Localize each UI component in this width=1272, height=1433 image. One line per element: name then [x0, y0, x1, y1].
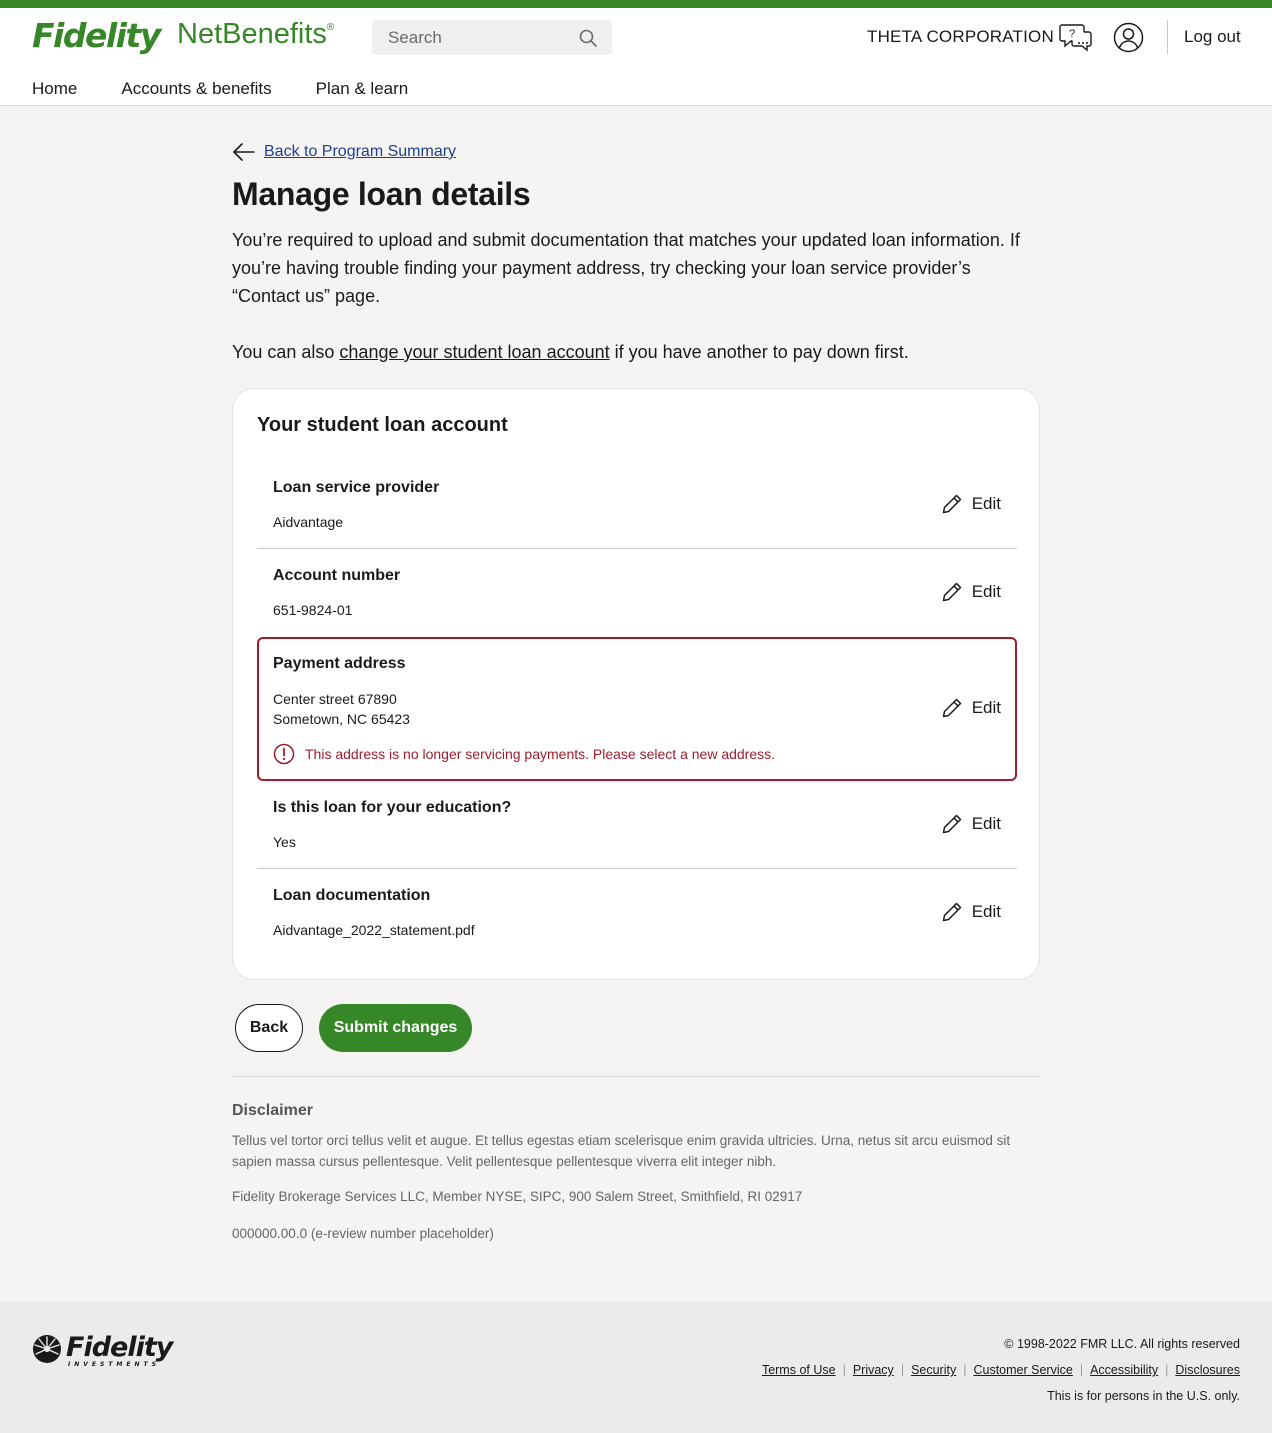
footer-separator: |: [842, 1363, 846, 1377]
row-label: Loan service provider: [273, 479, 440, 496]
search-box: [372, 20, 612, 55]
intro-text: You’re required to upload and submit documentation that matches your updated loan information. If you’re having trouble finding your payment address, try checking your loan service provider’s “Contact us” page.: [232, 230, 1020, 306]
disclaimer-title: Disclaimer: [232, 1102, 313, 1119]
student-loan-account-card: [232, 388, 1040, 980]
main-nav: [32, 79, 452, 99]
row-loan-documentation: [257, 869, 1017, 957]
disclaimer-divider: [232, 1076, 1040, 1077]
company-name: THETA CORPORATION: [867, 27, 1054, 46]
footer-logo-text: Fidelity: [66, 1332, 173, 1363]
footer-link-customer-service[interactable]: Customer Service: [973, 1363, 1073, 1377]
payment-address-error: [273, 743, 775, 765]
pencil-icon: [941, 581, 963, 603]
footer-separator: |: [1079, 1363, 1084, 1377]
starburst-icon: [32, 1334, 62, 1364]
row-account-number: [257, 549, 1017, 637]
brand-topbar: [0, 0, 1272, 8]
brokerage-text: Fidelity Brokerage Services LLC, Member NYSE, SIPC, 900 Salem Street, Smithfield, RI 02917: [232, 1189, 803, 1204]
pencil-icon: [941, 901, 963, 923]
pencil-icon: [941, 493, 963, 515]
row-education-loan: [257, 781, 1017, 869]
site-footer: [0, 1302, 1272, 1433]
netbenefits-logo[interactable]: [177, 18, 334, 51]
footer-link-privacy[interactable]: Privacy: [852, 1363, 894, 1377]
page-title: Manage loan details: [232, 176, 531, 212]
row-value: 651-9824-01: [273, 602, 353, 618]
copyright-text: © 1998-2022 FMR LLC. All rights reserved: [1004, 1337, 1240, 1351]
footer-link-security[interactable]: Security: [911, 1363, 957, 1377]
edit-loan-documentation-button[interactable]: [941, 901, 1001, 923]
row-payment-address: [257, 637, 1017, 781]
us-only-notice: This is for persons in the U.S. only.: [1047, 1389, 1240, 1403]
change-account-text: [232, 338, 1042, 366]
e-review-number: 000000.00.0 (e-review number placeholder): [232, 1226, 494, 1241]
logout-link[interactable]: Log out: [1184, 27, 1241, 46]
row-value: Yes: [273, 834, 296, 850]
edit-label: Edit: [971, 698, 1001, 717]
edit-payment-address-button[interactable]: [941, 697, 1001, 719]
row-label: Payment address: [273, 655, 406, 672]
change-student-loan-account-link[interactable]: change your student loan account: [339, 342, 610, 362]
row-label: Account number: [273, 567, 401, 584]
back-to-program-summary-link[interactable]: Back to Program Summary: [264, 143, 457, 160]
change-account-prefix: You can also: [232, 342, 340, 362]
edit-label: Edit: [971, 814, 1001, 833]
nav-item-accounts-benefits[interactable]: Accounts & benefits: [121, 79, 272, 98]
change-account-suffix: if you have another to pay down first.: [609, 342, 909, 362]
submit-changes-button[interactable]: Submit changes: [319, 1004, 472, 1052]
profile-icon[interactable]: [1113, 22, 1144, 53]
fidelity-logo[interactable]: Fidelity: [32, 16, 160, 55]
row-value: Aidvantage_2022_statement.pdf: [273, 922, 475, 938]
row-value-line2: Sometown, NC 65423: [273, 711, 410, 727]
chat-help-icon[interactable]: [1059, 22, 1093, 54]
site-header: [0, 8, 1272, 106]
arrow-left-icon[interactable]: [232, 142, 256, 162]
edit-account-number-button[interactable]: [941, 581, 1001, 603]
footer-logo-subtext: INVESTMENTS: [68, 1361, 160, 1368]
footer-separator: |: [963, 1363, 967, 1377]
search-icon[interactable]: [578, 28, 598, 48]
row-loan-service-provider: [257, 461, 1017, 549]
registered-mark: ®: [326, 22, 335, 33]
pencil-icon: [941, 813, 963, 835]
nav-item-home[interactable]: Home: [32, 79, 78, 98]
footer-links: [762, 1363, 1240, 1377]
footer-link-accessibility[interactable]: Accessibility: [1090, 1363, 1159, 1377]
edit-loan-service-provider-button[interactable]: [941, 493, 1001, 515]
row-label: Is this loan for your education?: [273, 799, 512, 816]
back-navigation: [232, 142, 456, 162]
row-value: Aidvantage: [273, 514, 344, 530]
error-icon: [273, 743, 295, 765]
footer-separator: |: [1165, 1363, 1169, 1377]
footer-separator: |: [900, 1363, 905, 1377]
search-input[interactable]: [372, 20, 572, 55]
edit-education-loan-button[interactable]: [941, 813, 1001, 835]
nav-item-plan-learn[interactable]: Plan & learn: [315, 79, 409, 98]
back-button[interactable]: Back: [235, 1004, 303, 1052]
row-label: Loan documentation: [273, 887, 431, 904]
svg-text:?: ?: [1069, 28, 1076, 40]
footer-link-terms[interactable]: Terms of Use: [761, 1363, 836, 1377]
error-text: This address is no longer servicing payments. Please select a new address.: [305, 746, 776, 762]
card-title: Your student loan account: [257, 414, 508, 436]
pencil-icon: [941, 697, 963, 719]
fidelity-investments-logo[interactable]: [32, 1332, 192, 1372]
netbenefits-logo-text: NetBenefits: [177, 18, 327, 50]
footer-link-disclosures[interactable]: Disclosures: [1175, 1363, 1240, 1377]
header-divider: [1167, 20, 1168, 54]
edit-label: Edit: [971, 494, 1001, 513]
edit-label: Edit: [971, 902, 1001, 921]
row-value-line1: Center street 67890: [273, 691, 397, 707]
disclaimer-text: Tellus vel tortor orci tellus velit et augue. Et tellus egestas etiam scelerisque enim gravida ultricies. Urna, netus sit arcu euismod sit sapien massa cursus pellentesque. Velit pellentesque pellentesque viverra elit integer nibh.: [232, 1133, 1011, 1169]
edit-label: Edit: [971, 582, 1001, 601]
